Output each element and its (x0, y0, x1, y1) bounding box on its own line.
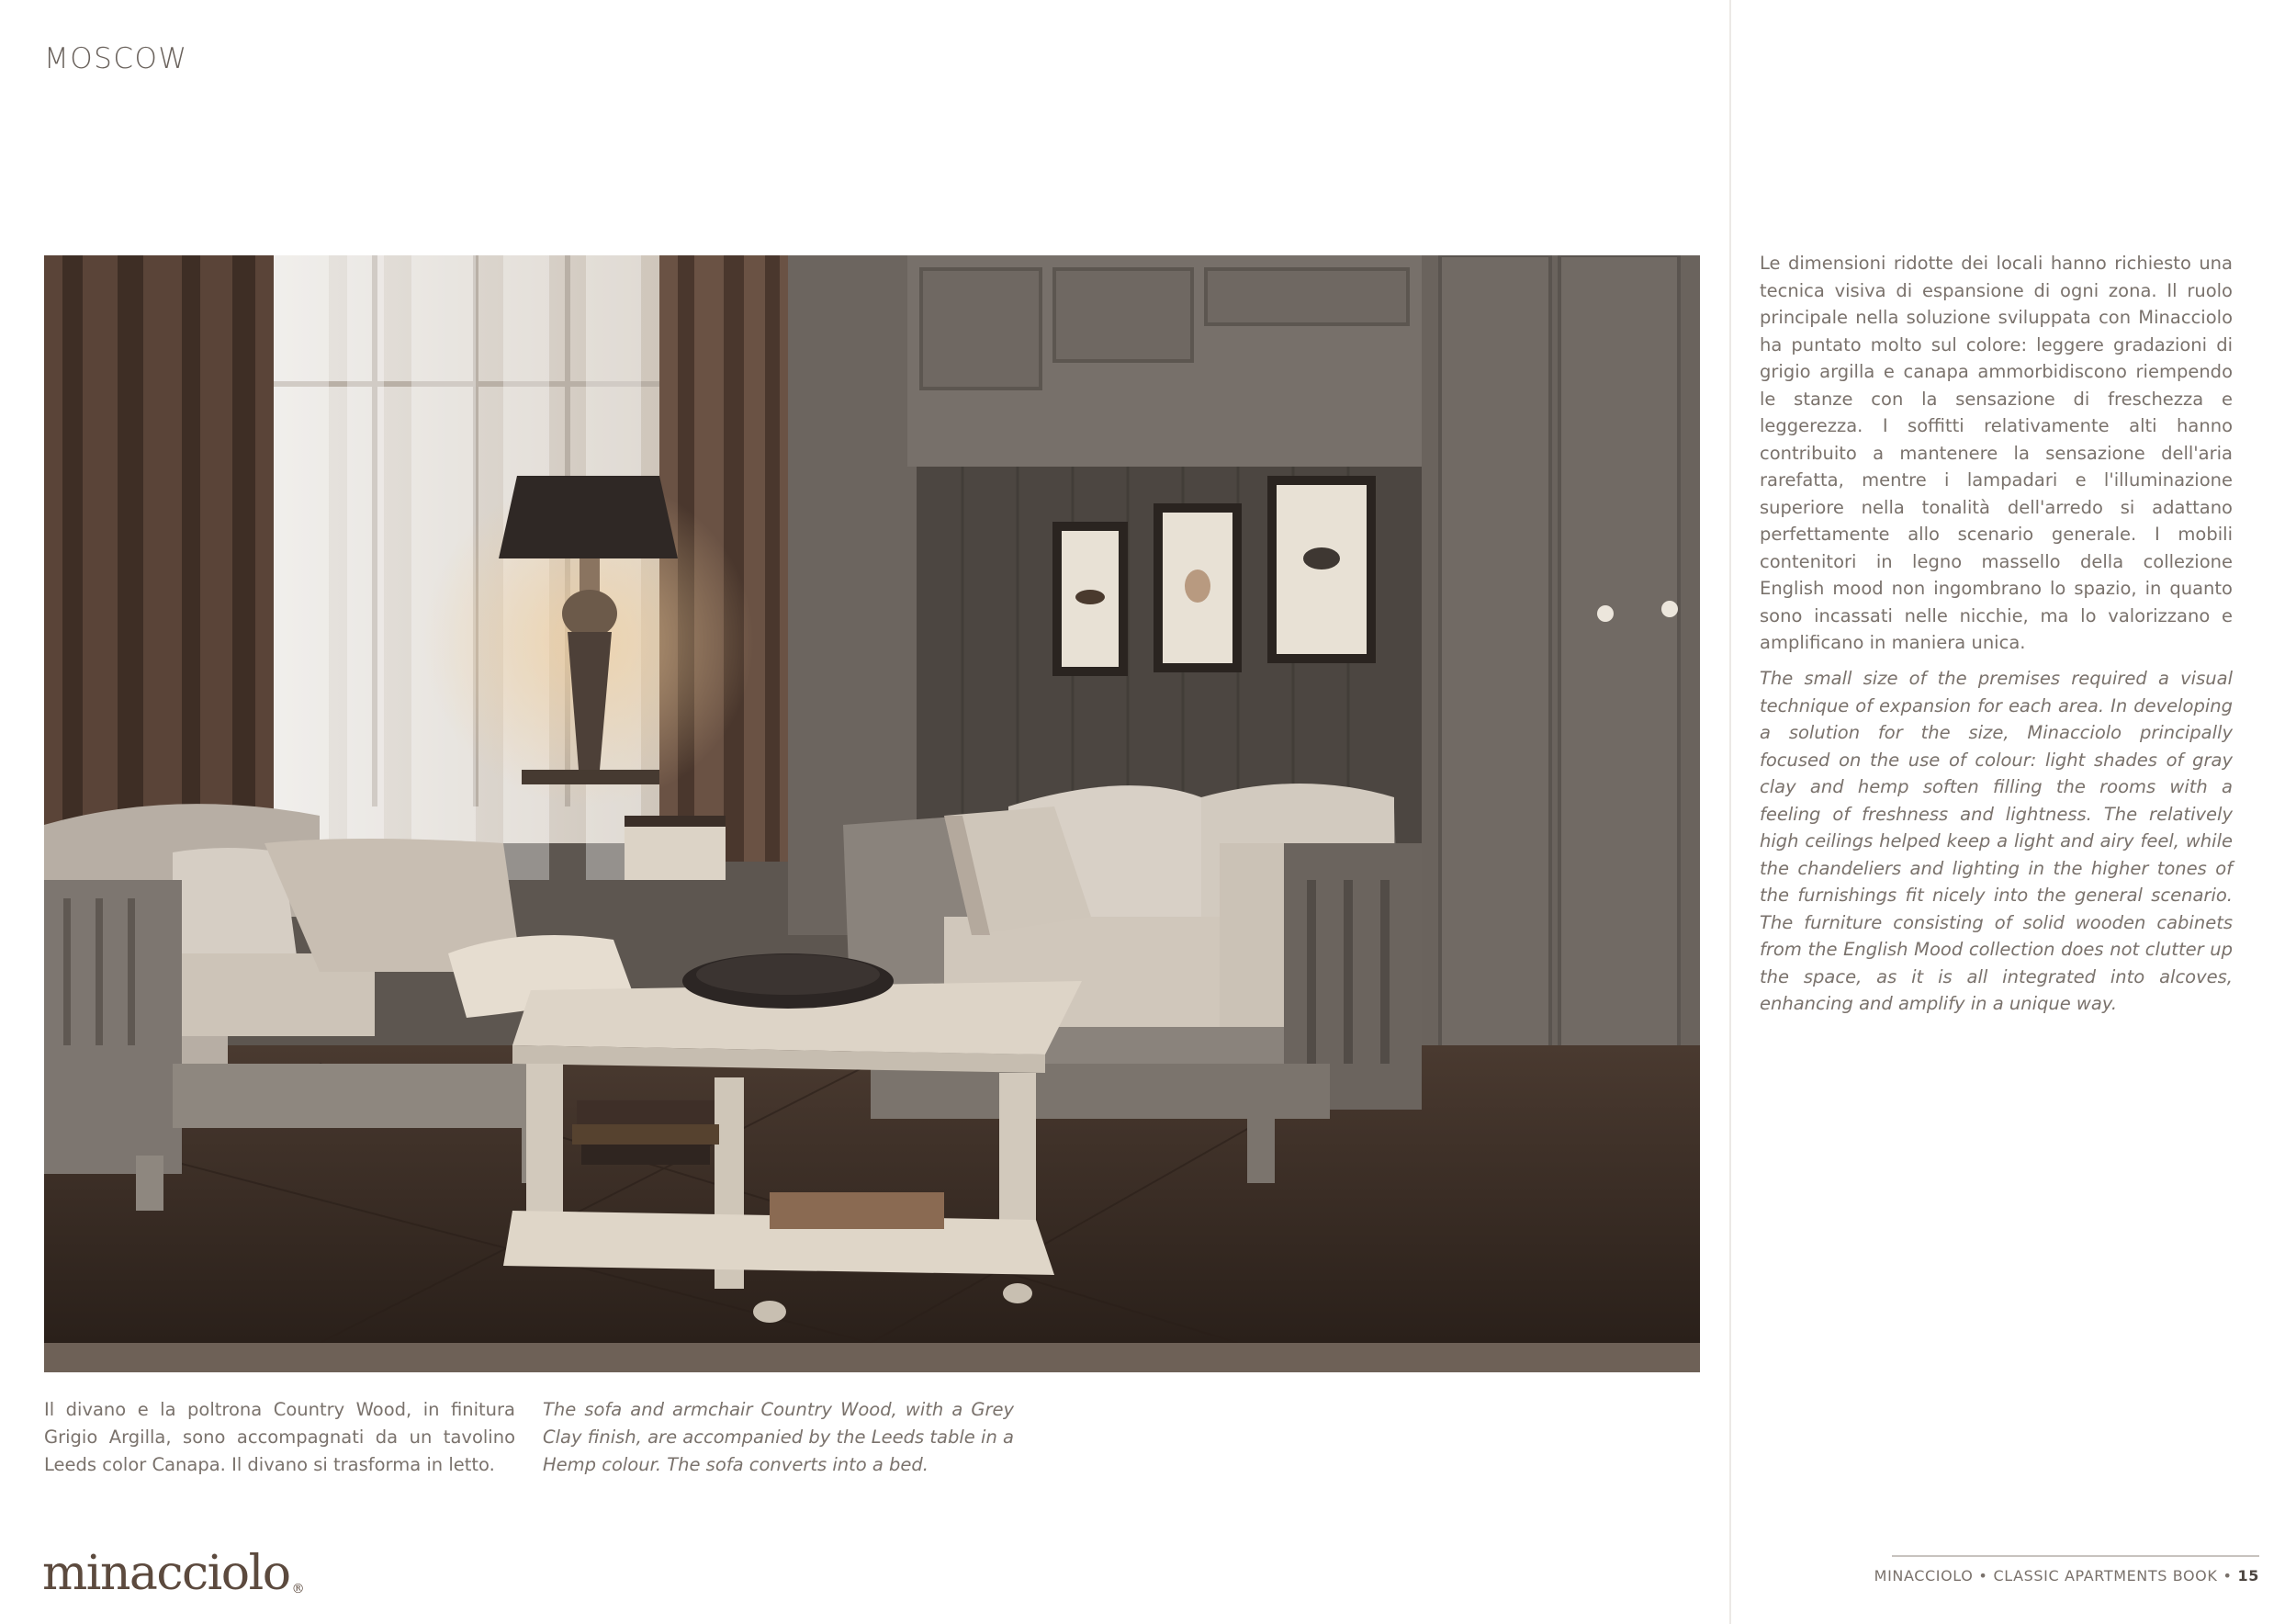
footer-rule (1892, 1555, 2259, 1557)
registered-mark: ® (291, 1582, 305, 1596)
caption-italian: Il divano e la poltrona Country Wood, in finitura Grigio Argilla, sono accompagnati da un tavolino Leeds color Canapa. Il divano si trasforma in letto. (44, 1399, 515, 1475)
room-photo (44, 255, 1700, 1343)
photo-bottom-strip (44, 1343, 1700, 1372)
section-title: MOSCOW (44, 42, 188, 75)
body-text-english: The small size of the premises required a visual technique of expansion for each area. In developing a solution for the size, Minacciolo principally focused on the use of colour: light shades of gray clay and hemp soften filling the rooms with a feeling of freshness and lightness. The relatively high ceilings helped keep a light and airy feel, while the chandeliers and lighting in the higher tones of the furnishings fit nicely into the general scenario. The furniture consisting of solid wooden cabinets from the English Mood collection does not clutter up the space, as it is all integrated into alcoves, enhancing and amplify in a unique way. (1760, 668, 2233, 1014)
footer-brand: MINACCIOLO (1874, 1567, 1974, 1585)
page-divider (1729, 0, 1731, 1624)
footer-separator: • (2223, 1567, 2233, 1585)
body-text-italian: Le dimensioni ridotte dei locali hanno richiesto una tecnica visiva di espansione di ogni zona. Il ruolo principale nella soluzione sviluppata con Minacciolo ha puntato molto sul colore: leggere gradazioni di grigio argilla e canapa ammorbidiscono riempendo le stanze con la sensazione di freschezza e leggerezza. I soffitti relativamente alti hanno contribuito a mantenere la sensazione dell'aria rarefatta, mentre i lampadari e l'illuminazione superiore nella tonalità dell'arredo si adattano perfettamente allo scenario generale. I mobili contenitori in legno massello della collezione English mood non ingombrano lo spazio, in quanto sono incassati nelle nicchie, ma lo valorizzano e amplificano in maniera unica. (1760, 253, 2233, 653)
logo-text: minacciolo (42, 1546, 290, 1601)
footer-separator: • (1978, 1567, 1988, 1585)
brand-logo (42, 1546, 305, 1601)
page-number: 15 (2237, 1567, 2259, 1585)
caption-english: The sofa and armchair Country Wood, with a Grey Clay finish, are accompanied by the Leeds table in a Hemp colour. The sofa converts into a bed. (543, 1399, 1014, 1475)
footer-book-title: CLASSIC APARTMENTS BOOK (1993, 1567, 2218, 1585)
page-footer (1874, 1567, 2259, 1585)
